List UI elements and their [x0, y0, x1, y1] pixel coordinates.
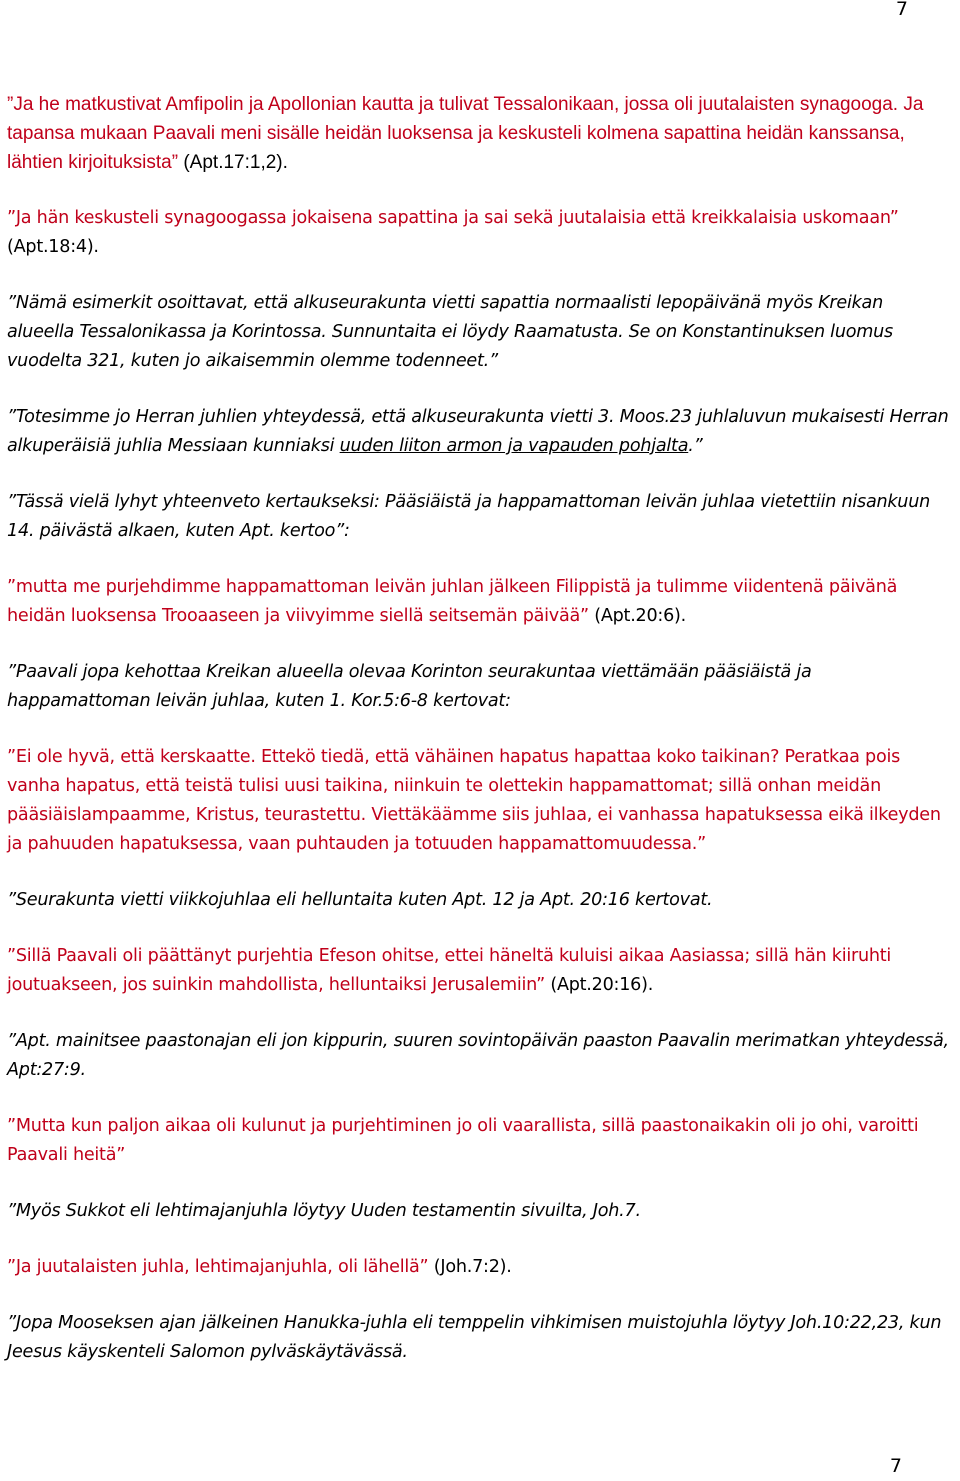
paragraph-13	[7, 1197, 952, 1226]
commentary-text: ”Seurakunta vietti viikkojuhlaa eli helluntaita kuten Apt. 12 ja Apt. 20:16 kertovat.	[7, 890, 713, 910]
bible-quote: ”Mutta kun paljon aikaa oli kulunut ja purjehtiminen jo oli vaarallista, sillä paastonaikakin oli jo ohi, varoitti Paavali heitä”	[7, 1116, 919, 1165]
bible-quote: ”Ja hän keskusteli synagoogassa jokaisena sapattina ja sai sekä juutalaisia että kreikkalaisia uskomaan”	[7, 208, 899, 228]
bible-quote: ”Sillä Paavali oli päättänyt purjehtia Efeson ohitse, ettei häneltä kuluisi aikaa Aasiassa; sillä hän kiiruhti joutuakseen, jos suinkin mahdollista, helluntaiksi Jerusalemiin”	[7, 946, 892, 995]
page-number-top: 7	[895, 0, 908, 20]
commentary-text: ”Jopa Mooseksen ajan jälkeinen Hanukka-juhla eli temppelin vihkimisen muistojuhla löytyy Joh.10:22,23, kun Jeesus käyskenteli Salomon pylväskäytävässä.	[7, 1313, 942, 1362]
underlined-text: uuden liiton armon ja vapauden pohjalta	[339, 436, 689, 456]
commentary-text: ”Nämä esimerkit osoittavat, että alkuseurakunta vietti sapattia normaalisti lepopäivänä myös Kreikan alueella Tessalonikassa ja Korintossa. Sunnuntaita ei löydy Raamatusta. Se on Konstantinuksen luomus vuodelta 321, kuten jo aikaisemmin olemme todenneet.”	[7, 293, 893, 371]
bible-reference: (Apt.20:16).	[545, 975, 654, 995]
paragraph-3	[7, 289, 952, 376]
bible-quote: ”Ei ole hyvä, että kerskaatte. Ettekö tiedä, että vähäinen hapatus hapattaa koko taikinan? Peratkaa pois vanha hapatus, että teistä tulisi uusi taikina, niinkuin te olettekin happamattomat; sillä onhan meidän pääsiäislampaamme, Kristus, teurastettu. Viettäkäämme siis juhlaa, ei vanhassa hapatuksessa eikä ilkeyden ja pahuuden hapatuksessa, vaan puhtauden ja totuuden happamattomuudessa.”	[7, 747, 941, 854]
bible-quote: ”Ja juutalaisten juhla, lehtimajanjuhla, oli lähellä”	[7, 1257, 429, 1277]
paragraph-4	[7, 403, 952, 461]
bible-reference: (Apt.17:1,2).	[178, 152, 288, 173]
paragraph-12	[7, 1112, 952, 1170]
commentary-text: ”Totesimme jo Herran juhlien yhteydessä, että alkuseurakunta vietti 3. Moos.23 juhlaluvun mukaisesti Herran alkuperäisiä juhlia Messiaan kunniaksi	[7, 407, 949, 456]
document-body	[7, 90, 952, 1394]
paragraph-2	[7, 204, 952, 262]
paragraph-5	[7, 488, 952, 546]
commentary-text: ”Paavali jopa kehottaa Kreikan alueella olevaa Korinton seurakuntaa viettämään pääsiäistä ja happamattoman leivän juhlaa, kuten 1. Kor.5:6-8 kertovat:	[7, 662, 812, 711]
page-number-bottom: 7	[889, 1455, 902, 1477]
bible-reference: (Apt.18:4).	[7, 237, 99, 257]
paragraph-7	[7, 658, 952, 716]
commentary-text: ”Apt. mainitsee paastonajan eli jon kippurin, suuren sovintopäivän paaston Paavalin merimatkan yhteydessä, Apt:27:9.	[7, 1031, 949, 1080]
paragraph-6	[7, 573, 952, 631]
bible-quote: ”mutta me purjehdimme happamattoman leivän juhlan jälkeen Filippistä ja tulimme viidentenä päivänä heidän luoksensa Trooaaseen ja viivyimme siellä seitsemän päivää”	[7, 577, 898, 626]
paragraph-9	[7, 886, 952, 915]
bible-quote: ”Ja he matkustivat Amfipolin ja Apollonian kautta ja tulivat Tessalonikaan, jossa oli juutalaisten synagooga. Ja tapansa mukaan Paavali meni sisälle heidän luoksensa ja keskusteli kolmena sapattina heidän kanssansa, lähtien kirjoituksista”	[7, 94, 924, 173]
commentary-text: ”Myös Sukkot eli lehtimajanjuhla löytyy Uuden testamentin sivuilta, Joh.7.	[7, 1201, 641, 1221]
commentary-text: ”Tässä vielä lyhyt yhteenveto kertaukseksi: Pääsiäistä ja happamattoman leivän juhlaa vietettiin nisankuun 14. päivästä alkaen, kuten Apt. kertoo”:	[7, 492, 931, 541]
bible-reference: (Joh.7:2).	[428, 1257, 512, 1277]
paragraph-15	[7, 1309, 952, 1367]
paragraph-14	[7, 1253, 952, 1282]
paragraph-11	[7, 1027, 952, 1085]
bible-reference: (Apt.20:6).	[588, 606, 687, 626]
paragraph-10	[7, 942, 952, 1000]
paragraph-8	[7, 743, 952, 859]
commentary-text-end: .”	[688, 436, 703, 456]
paragraph-1	[7, 90, 952, 177]
